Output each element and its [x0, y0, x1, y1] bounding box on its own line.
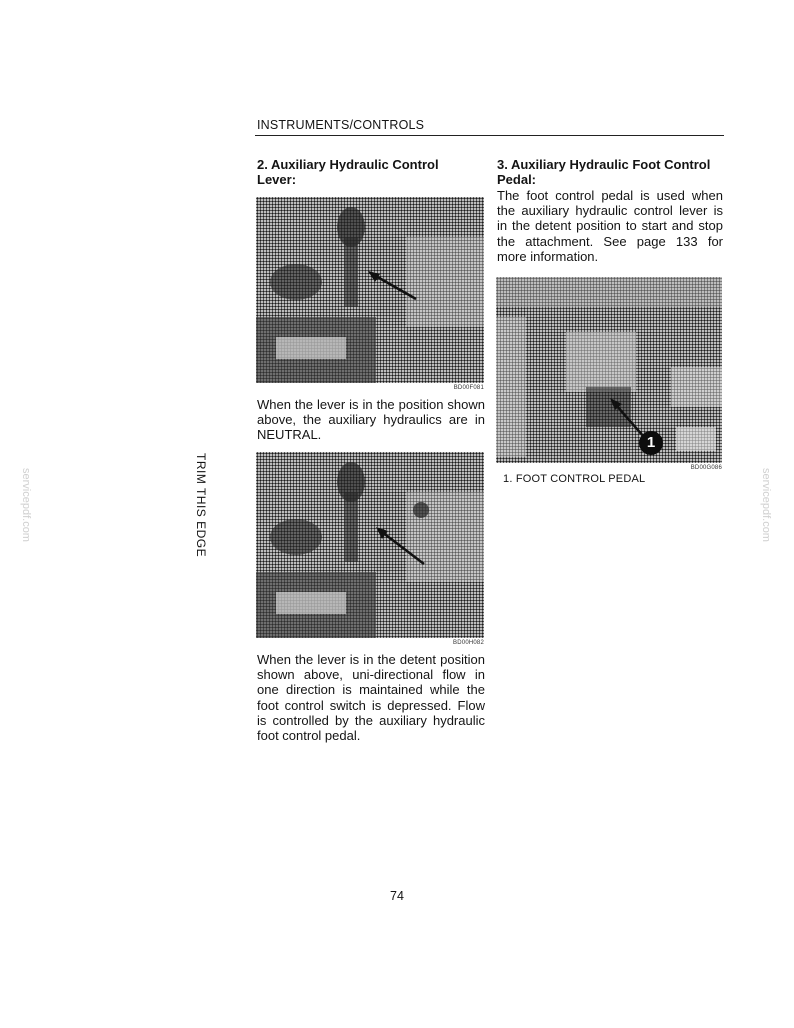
lever-neutral-photo [256, 197, 484, 383]
caption-detent: When the lever is in the detent position shown above, uni-directional flow in one direction is maintained while the foot control switch is depressed. Flow is controlled by the auxiliary hydraulic foot control pedal. [257, 652, 485, 744]
header-rule [255, 135, 724, 136]
lever-detent-photo [256, 452, 484, 638]
foot-pedal-paragraph: The foot control pedal is used when the auxiliary hydraulic control lever is in the detent position to start and stop the attachment. See page 133 for more information. [497, 188, 723, 264]
right-heading-line2: Pedal: [497, 172, 537, 187]
left-section-heading [257, 157, 487, 187]
caption-neutral: When the lever is in the position shown above, the auxiliary hydraulics are in NEUTRAL. [257, 397, 485, 443]
figure1-code: BD00F081 [453, 385, 484, 391]
figure2-code: BD00H082 [453, 640, 484, 646]
right-heading-line1: 3. Auxiliary Hydraulic Foot Control [497, 157, 711, 172]
right-section-heading [497, 157, 727, 187]
left-heading-line2: Lever: [257, 172, 297, 187]
callout-number-badge: 1 [639, 431, 663, 455]
legend-foot-control-pedal: 1. FOOT CONTROL PEDAL [503, 473, 646, 485]
page-number: 74 [390, 889, 404, 903]
watermark-right: servicepdf.com [760, 468, 772, 542]
section-header: INSTRUMENTS/CONTROLS [257, 118, 425, 132]
foot-pedal-photo [496, 277, 722, 463]
figure3-code: BD00G086 [690, 465, 722, 471]
watermark-left: servicepdf.com [20, 468, 32, 542]
trim-edge-label: TRIM THIS EDGE [194, 453, 208, 558]
left-heading-line1: 2. Auxiliary Hydraulic Control [257, 157, 439, 172]
